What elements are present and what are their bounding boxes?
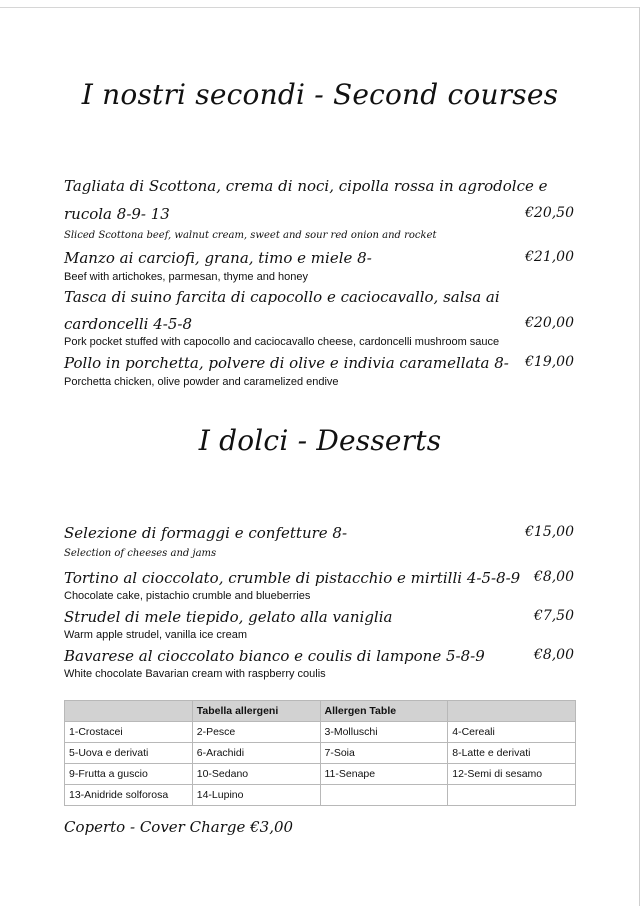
dish-name: Bavarese al cioccolato bianco e coulis di lampone 5-8-9: [64, 647, 485, 665]
allergen-cell: 1-Crostacei: [65, 722, 193, 743]
dish-description: Porchetta chicken, olive powder and caramelized endive: [64, 376, 339, 388]
dish-description: Selection of cheeses and jams: [64, 548, 217, 559]
dish-description: Warm apple strudel, vanilla ice cream: [64, 629, 247, 641]
allergen-header-cell: [448, 701, 576, 722]
dish-price: €19,00: [525, 354, 574, 370]
allergen-header-cell: Allergen Table: [320, 701, 448, 722]
dish-price: €20,50: [525, 205, 574, 221]
allergen-row: [65, 743, 576, 764]
allergen-cell: 10-Sedano: [192, 764, 320, 785]
allergen-table-header: [65, 701, 576, 722]
allergen-cell: 12-Semi di sesamo: [448, 764, 576, 785]
dish-name: Selezione di formaggi e confetture 8-: [64, 524, 348, 542]
allergen-row: [65, 722, 576, 743]
dish-price: €7,50: [533, 608, 574, 624]
allergen-row: [65, 785, 576, 806]
dish-description: Beef with artichokes, parmesan, thyme and honey: [64, 271, 308, 283]
dish-price: €8,00: [533, 569, 574, 585]
allergen-header-cell: [65, 701, 193, 722]
dish-name: cardoncelli 4-5-8: [64, 315, 193, 333]
top-border: [0, 7, 640, 8]
allergen-cell: 7-Soia: [320, 743, 448, 764]
allergen-row: [65, 764, 576, 785]
section-title-seconds: I nostri secondi - Second courses: [81, 78, 559, 111]
dish-description: White chocolate Bavarian cream with raspberry coulis: [64, 668, 326, 680]
allergen-header-cell: Tabella allergeni: [192, 701, 320, 722]
allergen-cell: 3-Molluschi: [320, 722, 448, 743]
dish-description: Chocolate cake, pistachio crumble and blueberries: [64, 590, 311, 602]
dish-name: Tortino al cioccolato, crumble di pistacchio e mirtilli 4-5-8-9: [64, 569, 521, 587]
dish-name: Manzo ai carciofi, grana, timo e miele 8-: [64, 249, 372, 267]
allergen-cell: 4-Cereali: [448, 722, 576, 743]
section-title-desserts: I dolci - Desserts: [198, 424, 442, 457]
dish-name: Tagliata di Scottona, crema di noci, cipolla rossa in agrodolce e: [64, 177, 548, 195]
cover-charge: Coperto - Cover Charge €3,00: [64, 818, 294, 836]
dish-name: Pollo in porchetta, polvere di olive e indivia caramellata 8-: [64, 354, 509, 372]
allergen-cell: 13-Anidride solforosa: [65, 785, 193, 806]
allergen-cell: 2-Pesce: [192, 722, 320, 743]
dish-price: €8,00: [533, 647, 574, 663]
allergen-cell: 5-Uova e derivati: [65, 743, 193, 764]
allergen-cell: 11-Senape: [320, 764, 448, 785]
dish-name: Tasca di suino farcita di capocollo e caciocavallo, salsa ai: [64, 288, 500, 306]
allergen-cell: 14-Lupino: [192, 785, 320, 806]
allergen-cell: 8-Latte e derivati: [448, 743, 576, 764]
dish-price: €21,00: [525, 249, 574, 265]
allergen-table: [64, 700, 576, 806]
allergen-cell: 6-Arachidi: [192, 743, 320, 764]
dish-description: Pork pocket stuffed with capocollo and caciocavallo cheese, cardoncelli mushroom sauce: [64, 336, 500, 348]
allergen-cell: [448, 785, 576, 806]
dish-price: €15,00: [525, 524, 574, 540]
dish-description: Sliced Scottona beef, walnut cream, sweet and sour red onion and rocket: [64, 230, 437, 241]
allergen-cell: [320, 785, 448, 806]
allergen-cell: 9-Frutta a guscio: [65, 764, 193, 785]
dish-name: rucola 8-9- 13: [64, 205, 170, 223]
dish-name: Strudel di mele tiepido, gelato alla vaniglia: [64, 608, 393, 626]
dish-price: €20,00: [525, 315, 574, 331]
